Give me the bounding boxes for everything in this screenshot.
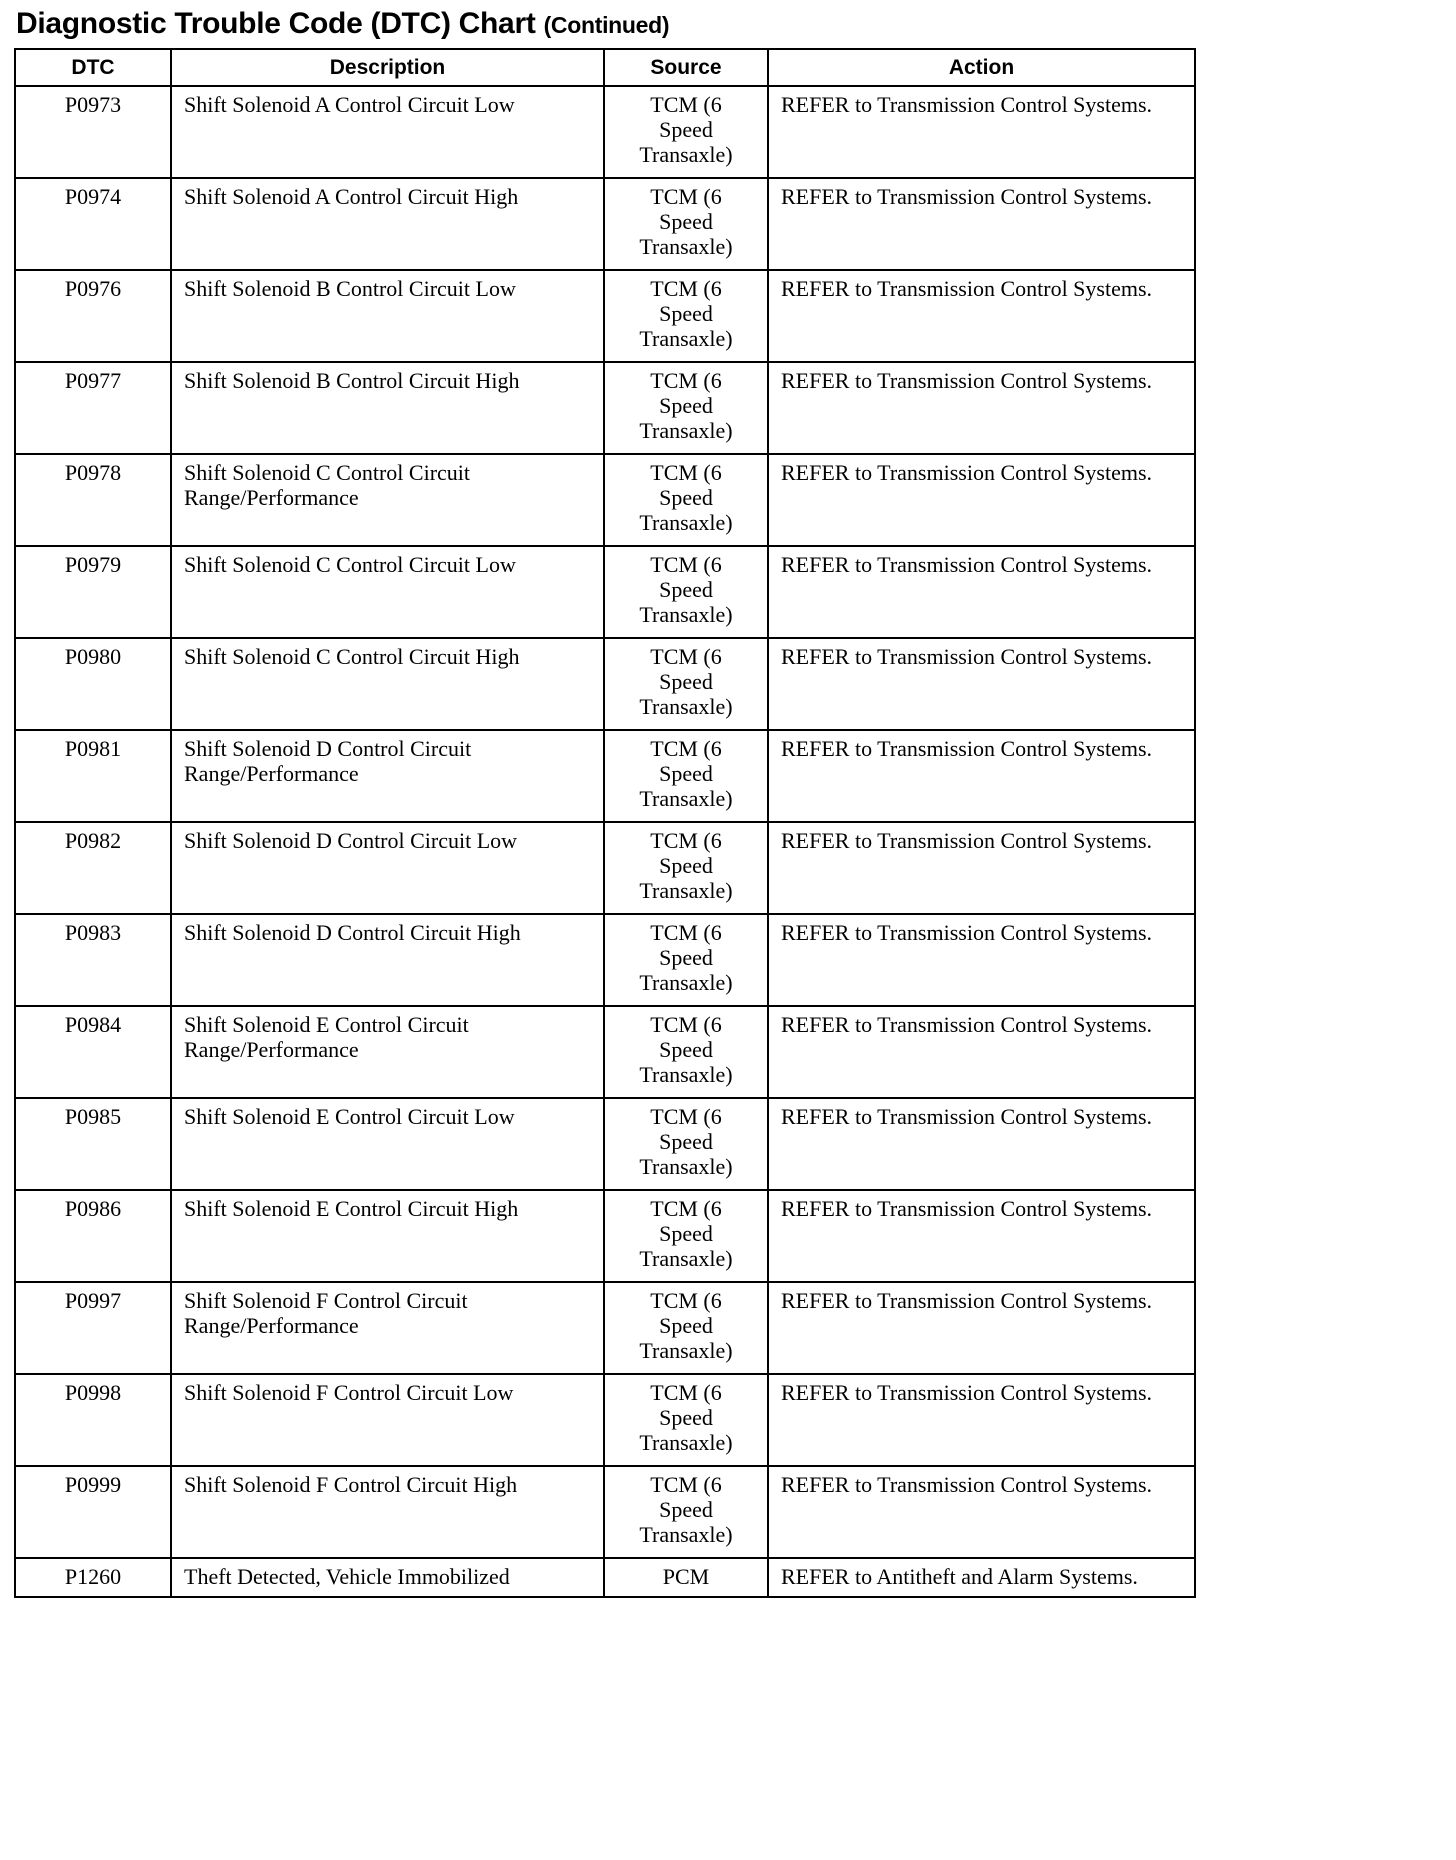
- source-line: TCM (6: [650, 1472, 722, 1497]
- dtc-source-cell: [604, 270, 768, 362]
- dtc-code-cell: P0999: [15, 1466, 171, 1558]
- source-line: Transaxle): [639, 142, 733, 167]
- source-line: TCM (6: [650, 736, 722, 761]
- table-row: [15, 1282, 1195, 1374]
- dtc-code-cell: P0986: [15, 1190, 171, 1282]
- table-row: [15, 270, 1195, 362]
- source-line: Transaxle): [639, 510, 733, 535]
- header-source: Source: [604, 49, 768, 86]
- source-line: Transaxle): [639, 970, 733, 995]
- dtc-action-cell: REFER to Transmission Control Systems.: [768, 1466, 1195, 1558]
- dtc-description-cell: Shift Solenoid B Control Circuit Low: [171, 270, 604, 362]
- source-line: Transaxle): [639, 878, 733, 903]
- dtc-action-cell: REFER to Transmission Control Systems.: [768, 730, 1195, 822]
- source-line: TCM (6: [650, 92, 722, 117]
- table-row: [15, 86, 1195, 178]
- dtc-code-cell: P0979: [15, 546, 171, 638]
- table-row: [15, 1098, 1195, 1190]
- dtc-code-cell: P0997: [15, 1282, 171, 1374]
- source-line: TCM (6: [650, 920, 722, 945]
- source-line: TCM (6: [650, 828, 722, 853]
- dtc-description-cell: Shift Solenoid A Control Circuit High: [171, 178, 604, 270]
- source-line: TCM (6: [650, 184, 722, 209]
- header-dtc: DTC: [15, 49, 171, 86]
- table-row: [15, 1558, 1195, 1597]
- dtc-code-cell: P0973: [15, 86, 171, 178]
- dtc-description-cell: Shift Solenoid C Control Circuit Low: [171, 546, 604, 638]
- dtc-source-cell: [604, 546, 768, 638]
- table-row: [15, 730, 1195, 822]
- dtc-source-cell: [604, 1006, 768, 1098]
- source-line: Transaxle): [639, 694, 733, 719]
- dtc-code-cell: P0982: [15, 822, 171, 914]
- source-line: Transaxle): [639, 1246, 733, 1271]
- source-line: Transaxle): [639, 234, 733, 259]
- dtc-action-cell: REFER to Transmission Control Systems.: [768, 86, 1195, 178]
- table-row: [15, 1190, 1195, 1282]
- dtc-source-cell: [604, 178, 768, 270]
- source-line: Speed: [659, 393, 713, 418]
- dtc-action-cell: REFER to Transmission Control Systems.: [768, 454, 1195, 546]
- dtc-description-cell: Shift Solenoid C Control Circuit Range/Performance: [171, 454, 604, 546]
- table-row: [15, 1466, 1195, 1558]
- dtc-code-cell: P0974: [15, 178, 171, 270]
- dtc-code-cell: P0981: [15, 730, 171, 822]
- dtc-action-cell: REFER to Transmission Control Systems.: [768, 178, 1195, 270]
- source-line: Transaxle): [639, 1154, 733, 1179]
- source-line: TCM (6: [650, 1012, 722, 1037]
- title-continued: (Continued): [543, 12, 670, 38]
- table-row: [15, 1374, 1195, 1466]
- dtc-description-cell: Shift Solenoid D Control Circuit Range/Performance: [171, 730, 604, 822]
- table-header-row: [15, 49, 1195, 86]
- dtc-code-cell: P0977: [15, 362, 171, 454]
- source-line: TCM (6: [650, 1196, 722, 1221]
- dtc-code-cell: P1260: [15, 1558, 171, 1597]
- dtc-action-cell: REFER to Transmission Control Systems.: [768, 1006, 1195, 1098]
- dtc-code-cell: P0983: [15, 914, 171, 1006]
- header-action: Action: [768, 49, 1195, 86]
- source-line: Speed: [659, 853, 713, 878]
- dtc-description-cell: Shift Solenoid B Control Circuit High: [171, 362, 604, 454]
- dtc-action-cell: REFER to Transmission Control Systems.: [768, 914, 1195, 1006]
- source-line: Speed: [659, 761, 713, 786]
- dtc-description-cell: Shift Solenoid F Control Circuit Range/Performance: [171, 1282, 604, 1374]
- dtc-source-cell: [604, 86, 768, 178]
- source-line: Speed: [659, 1313, 713, 1338]
- source-line: Transaxle): [639, 602, 733, 627]
- dtc-description-cell: Shift Solenoid F Control Circuit High: [171, 1466, 604, 1558]
- source-line: Transaxle): [639, 786, 733, 811]
- dtc-source-cell: [604, 914, 768, 1006]
- dtc-code-cell: P0985: [15, 1098, 171, 1190]
- dtc-action-cell: REFER to Antitheft and Alarm Systems.: [768, 1558, 1195, 1597]
- source-line: Transaxle): [639, 1430, 733, 1455]
- dtc-action-cell: REFER to Transmission Control Systems.: [768, 1190, 1195, 1282]
- dtc-description-cell: Shift Solenoid E Control Circuit Low: [171, 1098, 604, 1190]
- source-line: Transaxle): [639, 1338, 733, 1363]
- source-line: Speed: [659, 209, 713, 234]
- source-line: Speed: [659, 485, 713, 510]
- source-line: PCM: [662, 1564, 710, 1589]
- dtc-description-cell: Shift Solenoid F Control Circuit Low: [171, 1374, 604, 1466]
- source-line: Speed: [659, 1405, 713, 1430]
- dtc-table: [14, 48, 1196, 1598]
- dtc-source-cell: [604, 1374, 768, 1466]
- source-line: Speed: [659, 945, 713, 970]
- dtc-description-cell: Shift Solenoid E Control Circuit High: [171, 1190, 604, 1282]
- source-line: Speed: [659, 301, 713, 326]
- dtc-action-cell: REFER to Transmission Control Systems.: [768, 270, 1195, 362]
- source-line: Transaxle): [639, 326, 733, 351]
- table-row: [15, 454, 1195, 546]
- table-row: [15, 822, 1195, 914]
- dtc-source-cell: [604, 730, 768, 822]
- table-row: [15, 1006, 1195, 1098]
- source-line: Speed: [659, 117, 713, 142]
- dtc-code-cell: P0976: [15, 270, 171, 362]
- dtc-code-cell: P0980: [15, 638, 171, 730]
- table-row: [15, 546, 1195, 638]
- dtc-description-cell: Shift Solenoid C Control Circuit High: [171, 638, 604, 730]
- source-line: TCM (6: [650, 368, 722, 393]
- source-line: TCM (6: [650, 644, 722, 669]
- table-row: [15, 638, 1195, 730]
- dtc-code-cell: P0998: [15, 1374, 171, 1466]
- dtc-source-cell: [604, 1098, 768, 1190]
- dtc-action-cell: REFER to Transmission Control Systems.: [768, 1374, 1195, 1466]
- dtc-source-cell: [604, 362, 768, 454]
- source-line: TCM (6: [650, 552, 722, 577]
- dtc-action-cell: REFER to Transmission Control Systems.: [768, 546, 1195, 638]
- dtc-description-cell: Shift Solenoid A Control Circuit Low: [171, 86, 604, 178]
- dtc-action-cell: REFER to Transmission Control Systems.: [768, 822, 1195, 914]
- dtc-action-cell: REFER to Transmission Control Systems.: [768, 1098, 1195, 1190]
- table-row: [15, 914, 1195, 1006]
- source-line: Speed: [659, 669, 713, 694]
- title-main: Diagnostic Trouble Code (DTC) Chart: [16, 7, 536, 40]
- page-title: [16, 4, 669, 44]
- source-line: Speed: [659, 1221, 713, 1246]
- table-row: [15, 362, 1195, 454]
- dtc-source-cell: [604, 1466, 768, 1558]
- dtc-source-cell: [604, 822, 768, 914]
- dtc-description-cell: Theft Detected, Vehicle Immobilized: [171, 1558, 604, 1597]
- source-line: TCM (6: [650, 460, 722, 485]
- source-line: TCM (6: [650, 1104, 722, 1129]
- dtc-action-cell: REFER to Transmission Control Systems.: [768, 638, 1195, 730]
- header-description: Description: [171, 49, 604, 86]
- source-line: TCM (6: [650, 1288, 722, 1313]
- dtc-source-cell: [604, 638, 768, 730]
- dtc-description-cell: Shift Solenoid D Control Circuit High: [171, 914, 604, 1006]
- source-line: TCM (6: [650, 276, 722, 301]
- dtc-code-cell: P0984: [15, 1006, 171, 1098]
- source-line: TCM (6: [650, 1380, 722, 1405]
- table-body: [15, 86, 1195, 1597]
- source-line: Speed: [659, 1129, 713, 1154]
- source-line: Transaxle): [639, 418, 733, 443]
- dtc-description-cell: Shift Solenoid E Control Circuit Range/Performance: [171, 1006, 604, 1098]
- dtc-source-cell: [604, 1282, 768, 1374]
- dtc-source-cell: [604, 1558, 768, 1597]
- dtc-description-cell: Shift Solenoid D Control Circuit Low: [171, 822, 604, 914]
- source-line: Speed: [659, 1497, 713, 1522]
- dtc-action-cell: REFER to Transmission Control Systems.: [768, 1282, 1195, 1374]
- source-line: Transaxle): [639, 1522, 733, 1547]
- dtc-code-cell: P0978: [15, 454, 171, 546]
- dtc-source-cell: [604, 1190, 768, 1282]
- source-line: Speed: [659, 577, 713, 602]
- dtc-action-cell: REFER to Transmission Control Systems.: [768, 362, 1195, 454]
- dtc-source-cell: [604, 454, 768, 546]
- source-line: Transaxle): [639, 1062, 733, 1087]
- table-row: [15, 178, 1195, 270]
- source-line: Speed: [659, 1037, 713, 1062]
